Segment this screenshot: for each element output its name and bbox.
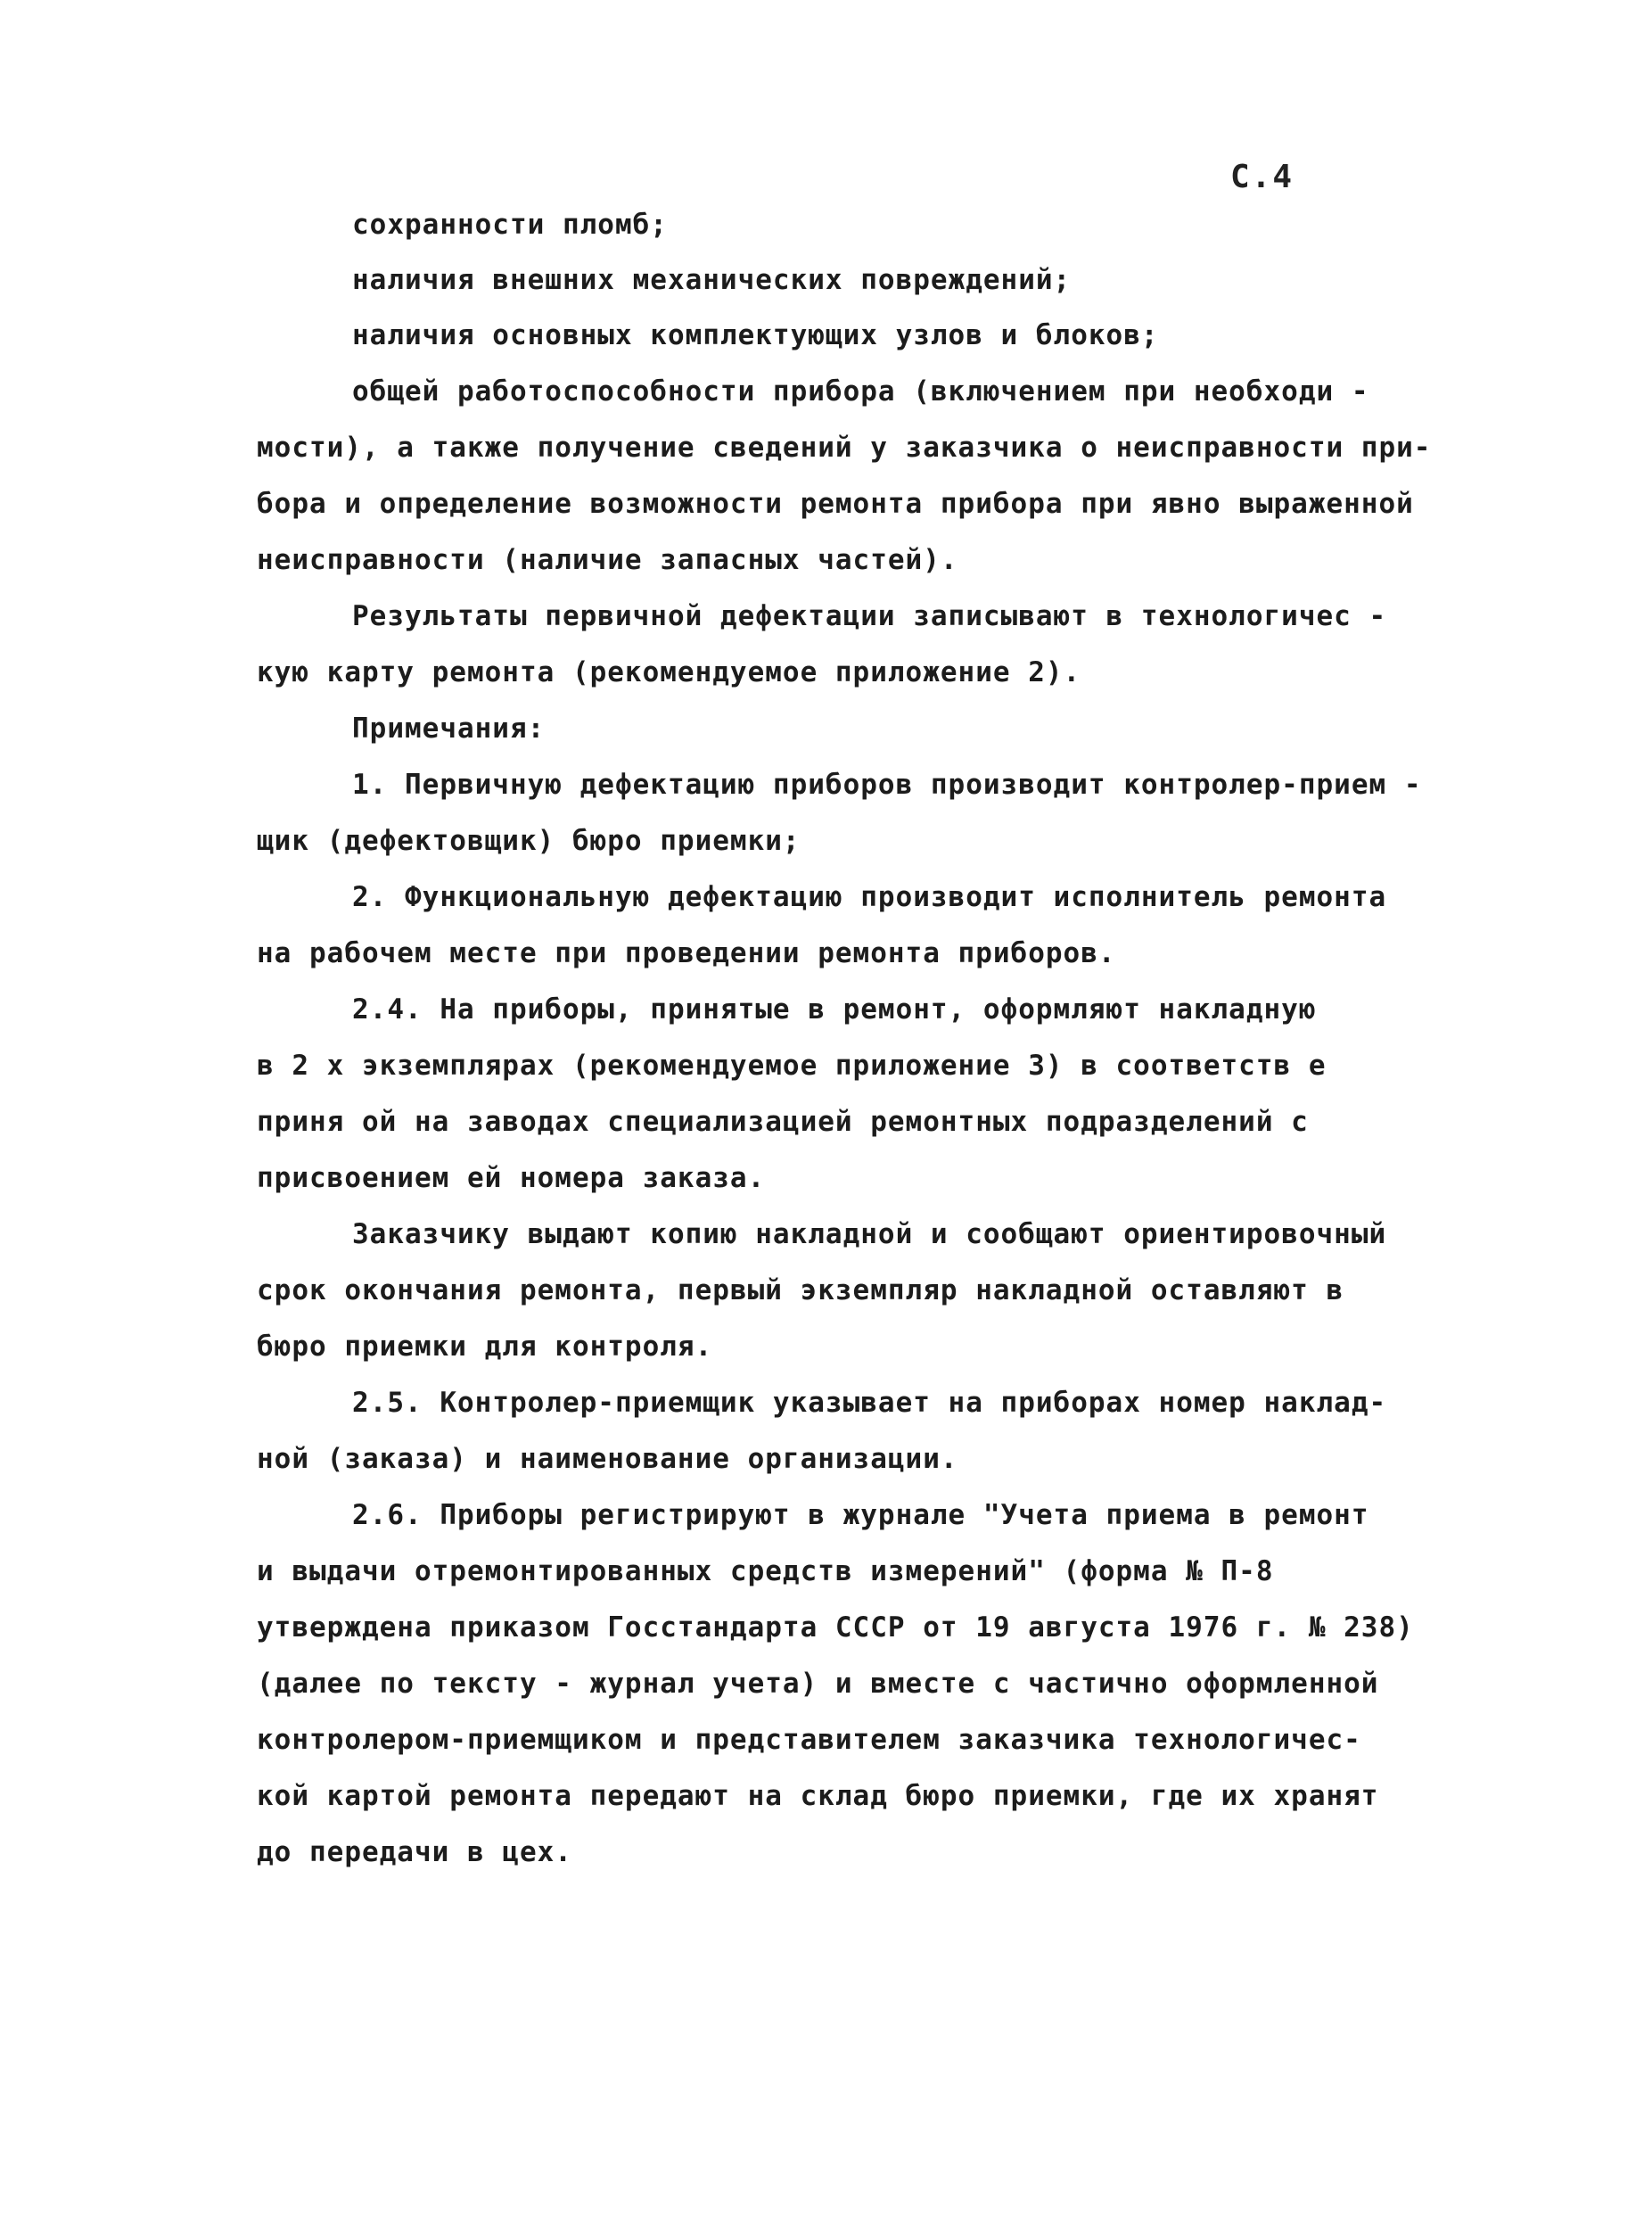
text-line: бора и определение возможности ремонта прибора при явно выраженной bbox=[257, 488, 1414, 520]
text-line: контролером-приемщиком и представителем заказчика технологичес- bbox=[257, 1724, 1361, 1756]
text-line: срок окончания ремонта, первый экземпляр накладной оставляют в bbox=[257, 1274, 1344, 1306]
text-line: наличия внешних механических повреждений; bbox=[352, 264, 1072, 296]
text-line: Результаты первичной дефектации записывают в технологичес - bbox=[352, 600, 1387, 632]
text-line: кой картой ремонта передают на склад бюро приемки, где их хранят bbox=[257, 1780, 1379, 1812]
text-line: присвоением ей номера заказа. bbox=[257, 1162, 766, 1194]
text-line: неисправности (наличие запасных частей). bbox=[257, 544, 958, 576]
text-line: кую карту ремонта (рекомендуемое приложение 2). bbox=[257, 656, 1081, 688]
text-line: 2.4. На приборы, принятые в ремонт, оформляют накладную bbox=[352, 993, 1317, 1026]
text-line: мости), а также получение сведений у заказчика о неисправности при- bbox=[257, 432, 1432, 464]
text-line: Заказчику выдают копию накладной и сообщают ориентировочный bbox=[352, 1218, 1387, 1250]
text-line: в 2 х экземплярах (рекомендуемое приложение 3) в соответств е bbox=[257, 1050, 1327, 1082]
text-line: приня ой на заводах специализацией ремонтных подразделений с bbox=[257, 1106, 1309, 1138]
text-line: и выдачи отремонтированных средств измерений" (форма № П-8 bbox=[257, 1555, 1274, 1587]
text-line: Примечания: bbox=[352, 713, 546, 745]
text-line: щик (дефектовщик) бюро приемки; bbox=[257, 825, 801, 857]
text-line: утверждена приказом Госстандарта СССР от 19 августа 1976 г. № 238) bbox=[257, 1611, 1414, 1644]
text-line: 2. Функциональную дефектацию производит исполнитель ремонта bbox=[352, 881, 1387, 913]
text-line: 2.5. Контролер-приемщик указывает на приборах номер наклад- bbox=[352, 1387, 1387, 1419]
text-line: бюро приемки для контроля. bbox=[257, 1331, 713, 1363]
text-line: до передачи в цех. bbox=[257, 1836, 572, 1868]
text-line: ной (заказа) и наименование организации. bbox=[257, 1443, 958, 1475]
text-line: на рабочем месте при проведении ремонта приборов. bbox=[257, 937, 1116, 969]
text-line: (далее по тексту - журнал учета) и вместе с частично оформленной bbox=[257, 1668, 1379, 1700]
page-number: С.4 bbox=[1230, 159, 1294, 195]
text-line: 2.6. Приборы регистрируют в журнале "Учета приема в ремонт bbox=[352, 1499, 1369, 1531]
text-line: общей работоспособности прибора (включением при необходи - bbox=[352, 375, 1369, 408]
text-line: 1. Первичную дефектацию приборов производит контролер-прием - bbox=[352, 769, 1422, 801]
text-line: сохранности пломб; bbox=[352, 209, 668, 241]
text-line: наличия основных комплектующих узлов и блоков; bbox=[352, 319, 1159, 351]
